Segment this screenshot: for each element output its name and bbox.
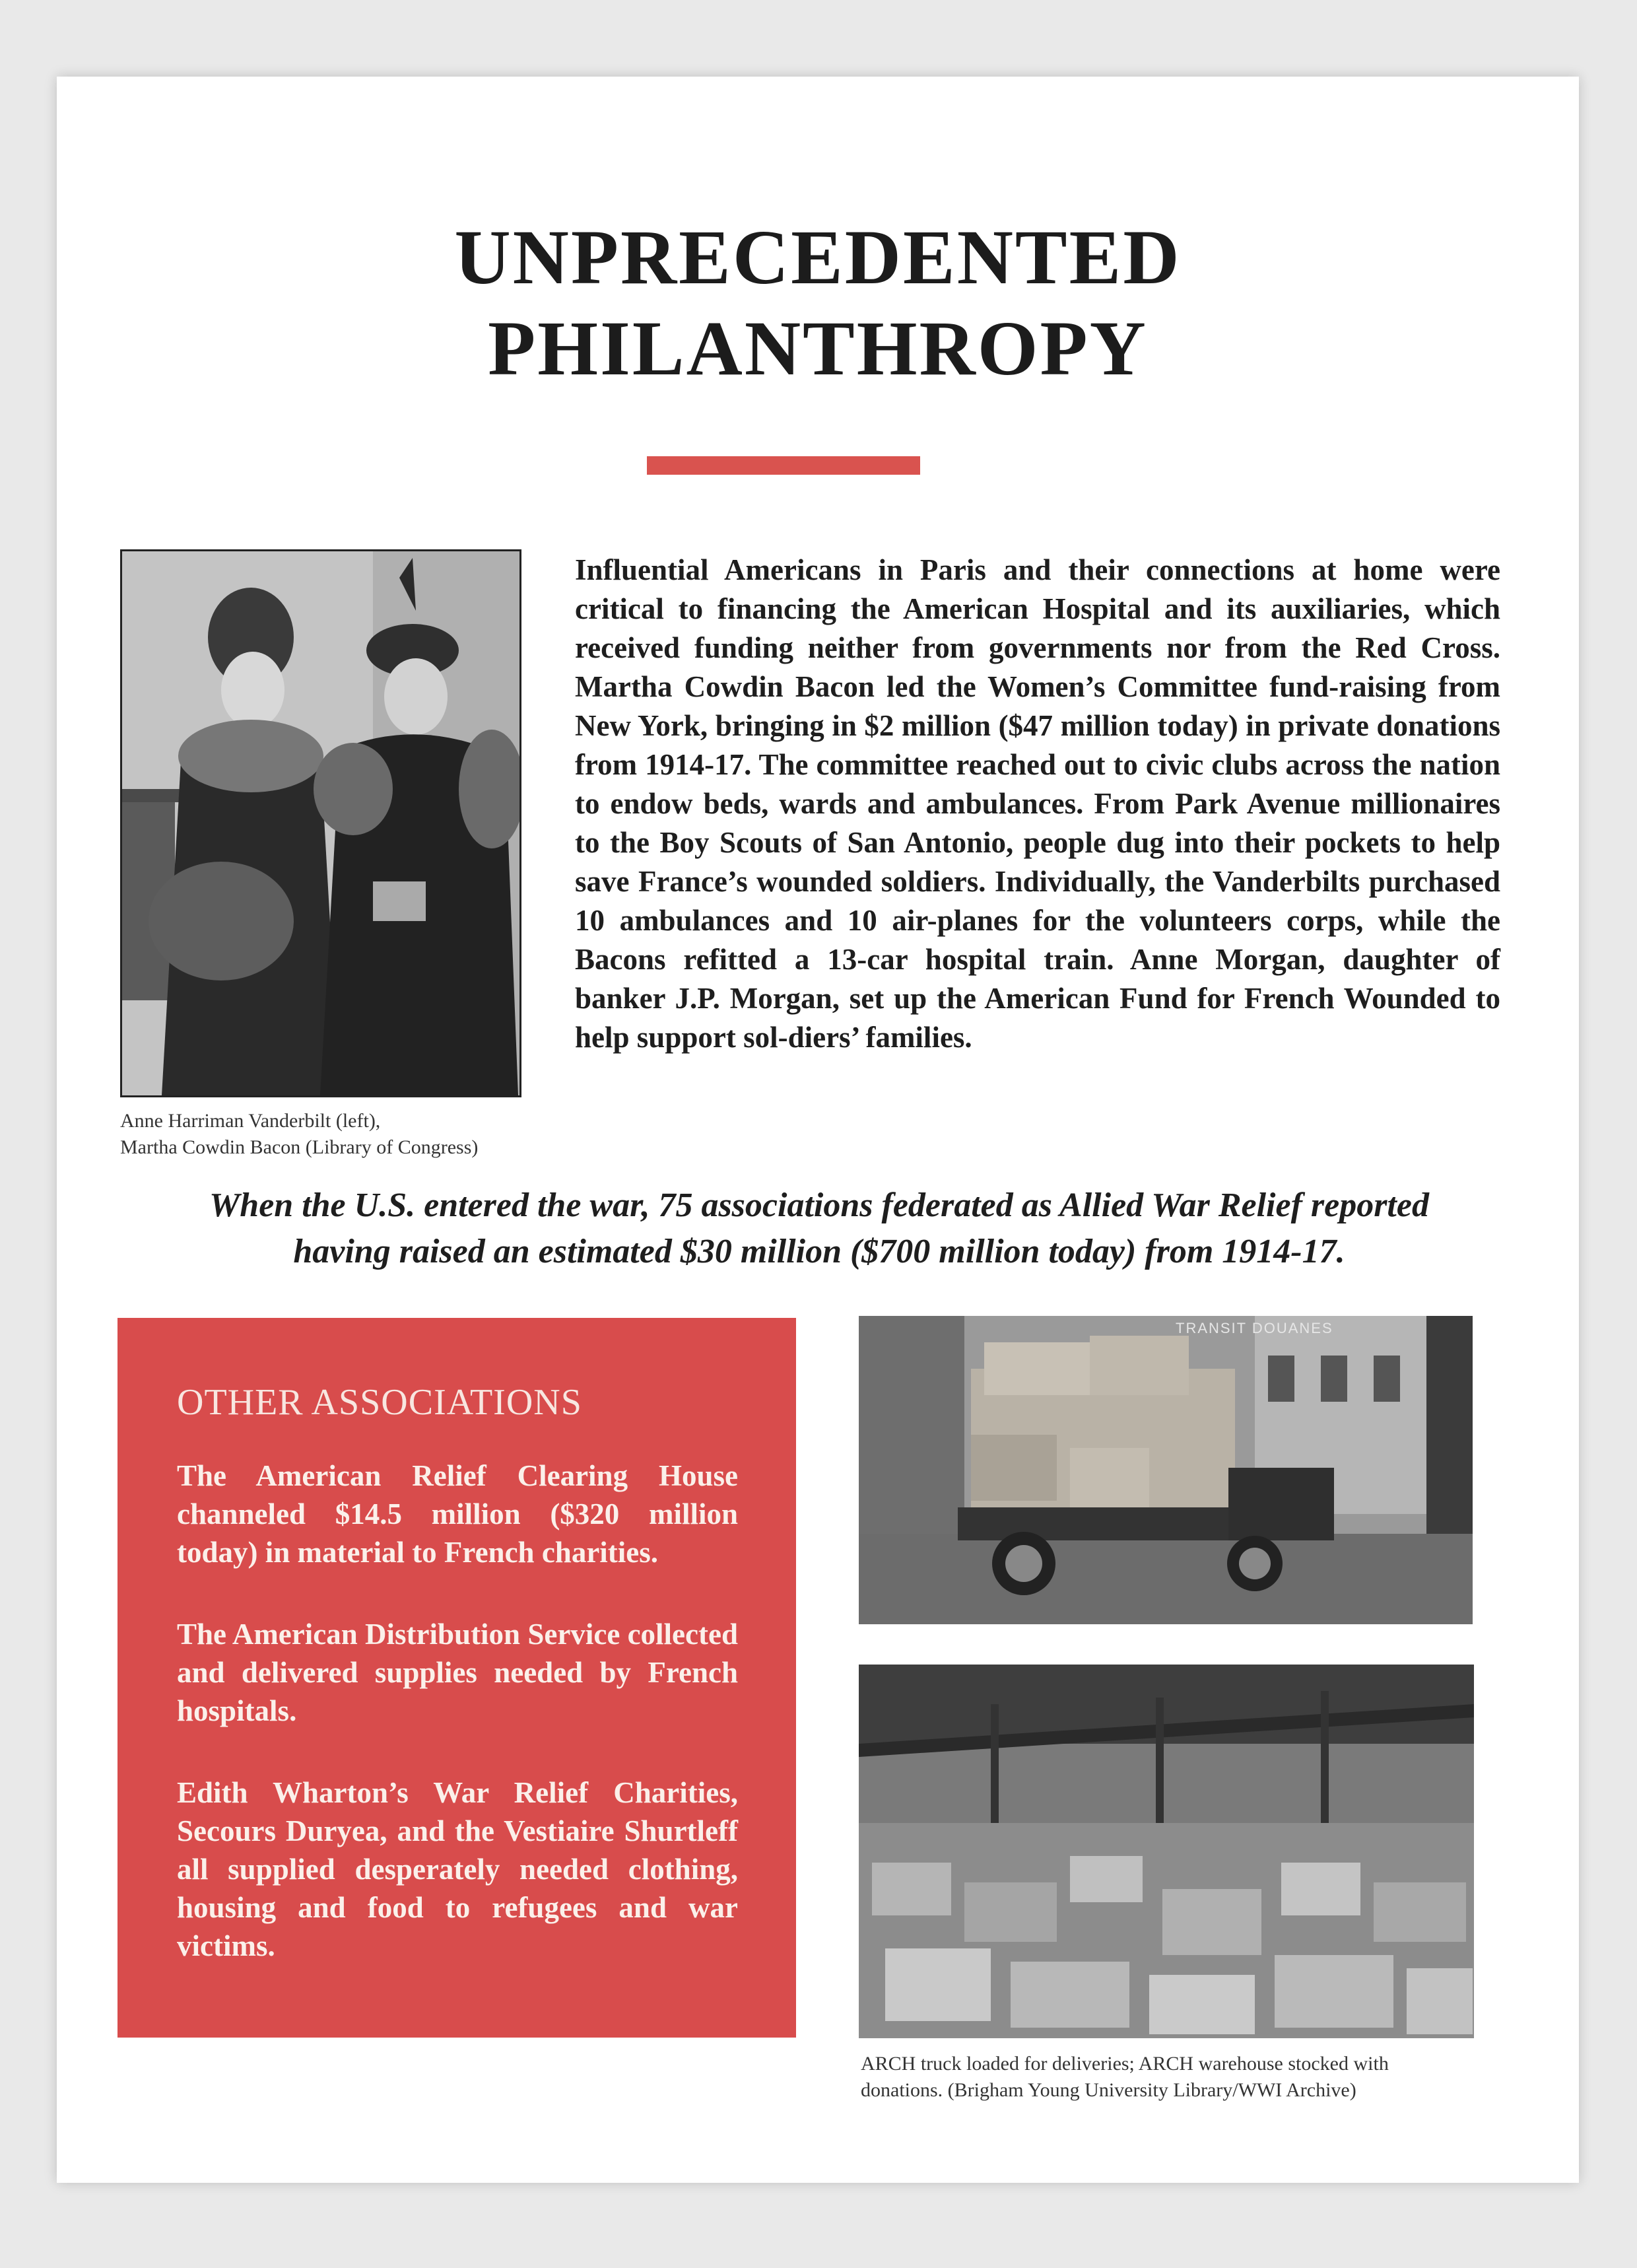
- truck-photo-sign: TRANSIT DOUANES: [1176, 1320, 1333, 1336]
- photos-caption-line-2: donations. (Brigham Young University Library/WWI Archive): [861, 2079, 1356, 2101]
- truck-illustration: [859, 1316, 1473, 1624]
- page: [57, 77, 1579, 2183]
- association-item: Edith Wharton’s War Relief Charities, Secours Duryea, and the Vestiaire Shurtleff all supplied desperately needed clothing, housing and food to refugees and war victims.: [177, 1776, 738, 1962]
- pull-quote: [123, 1183, 1516, 1275]
- truck-photo: [859, 1316, 1473, 1624]
- association-item: The American Distribution Service collected and delivered supplies needed by French hospitals.: [177, 1618, 738, 1727]
- page-title: [57, 212, 1579, 394]
- intro-paragraph: Influential Americans in Paris and their connections at home were critical to financing the American Hospital and its auxiliaries, which received funding neither from governments nor from the Red Cross. Martha Cowdin Bacon led the Women’s Committee fund-raising from New York, bringing in $2 million ($47 million today) in private donations from 1914-17. The committee reached out to civic clubs across the nation to endow beds, wards and ambulances. From Park Avenue millionaires to the Boy Scouts of San Antonio, people dug into their pockets to help save France’s wounded soldiers. Individually, the Vanderbilts purchased 10 ambulances and 10 air-planes for the volunteers corps, while the Bacons refitted a 13-car hospital train. Anne Morgan, daughter of banker J.P. Morgan, set up the American Fund for French Wounded to help support sol-diers’ families.: [575, 553, 1500, 1054]
- other-associations-heading: OTHER ASSOCIATIONS: [177, 1382, 582, 1423]
- other-associations-box: [117, 1318, 796, 2038]
- portrait-caption-line-1: Anne Harriman Vanderbilt (left),: [120, 1110, 381, 1132]
- portrait-photo: [120, 549, 521, 1097]
- title-line-1: UNPRECEDENTED: [454, 214, 1182, 300]
- title-line-2: PHILANTHROPY: [488, 305, 1148, 392]
- photos-caption: [861, 2051, 1481, 2104]
- portrait-illustration: [122, 551, 519, 1095]
- pull-quote-line-2: having raised an estimated $30 million ($700 million today) from 1914-17.: [293, 1233, 1345, 1270]
- warehouse-illustration: [859, 1665, 1474, 2038]
- photos-caption-line-1: ARCH truck loaded for deliveries; ARCH warehouse stocked with: [861, 2053, 1389, 2075]
- pull-quote-line-1: When the U.S. entered the war, 75 associations federated as Allied War Relief reported: [209, 1186, 1429, 1224]
- warehouse-photo: [859, 1665, 1474, 2038]
- portrait-caption-line-2: Martha Cowdin Bacon (Library of Congress): [120, 1136, 479, 1158]
- title-accent-rule: [647, 456, 920, 475]
- association-item: The American Relief Clearing House channeled $14.5 million ($320 million today) in material to French charities.: [177, 1459, 738, 1569]
- portrait-caption: [120, 1108, 543, 1161]
